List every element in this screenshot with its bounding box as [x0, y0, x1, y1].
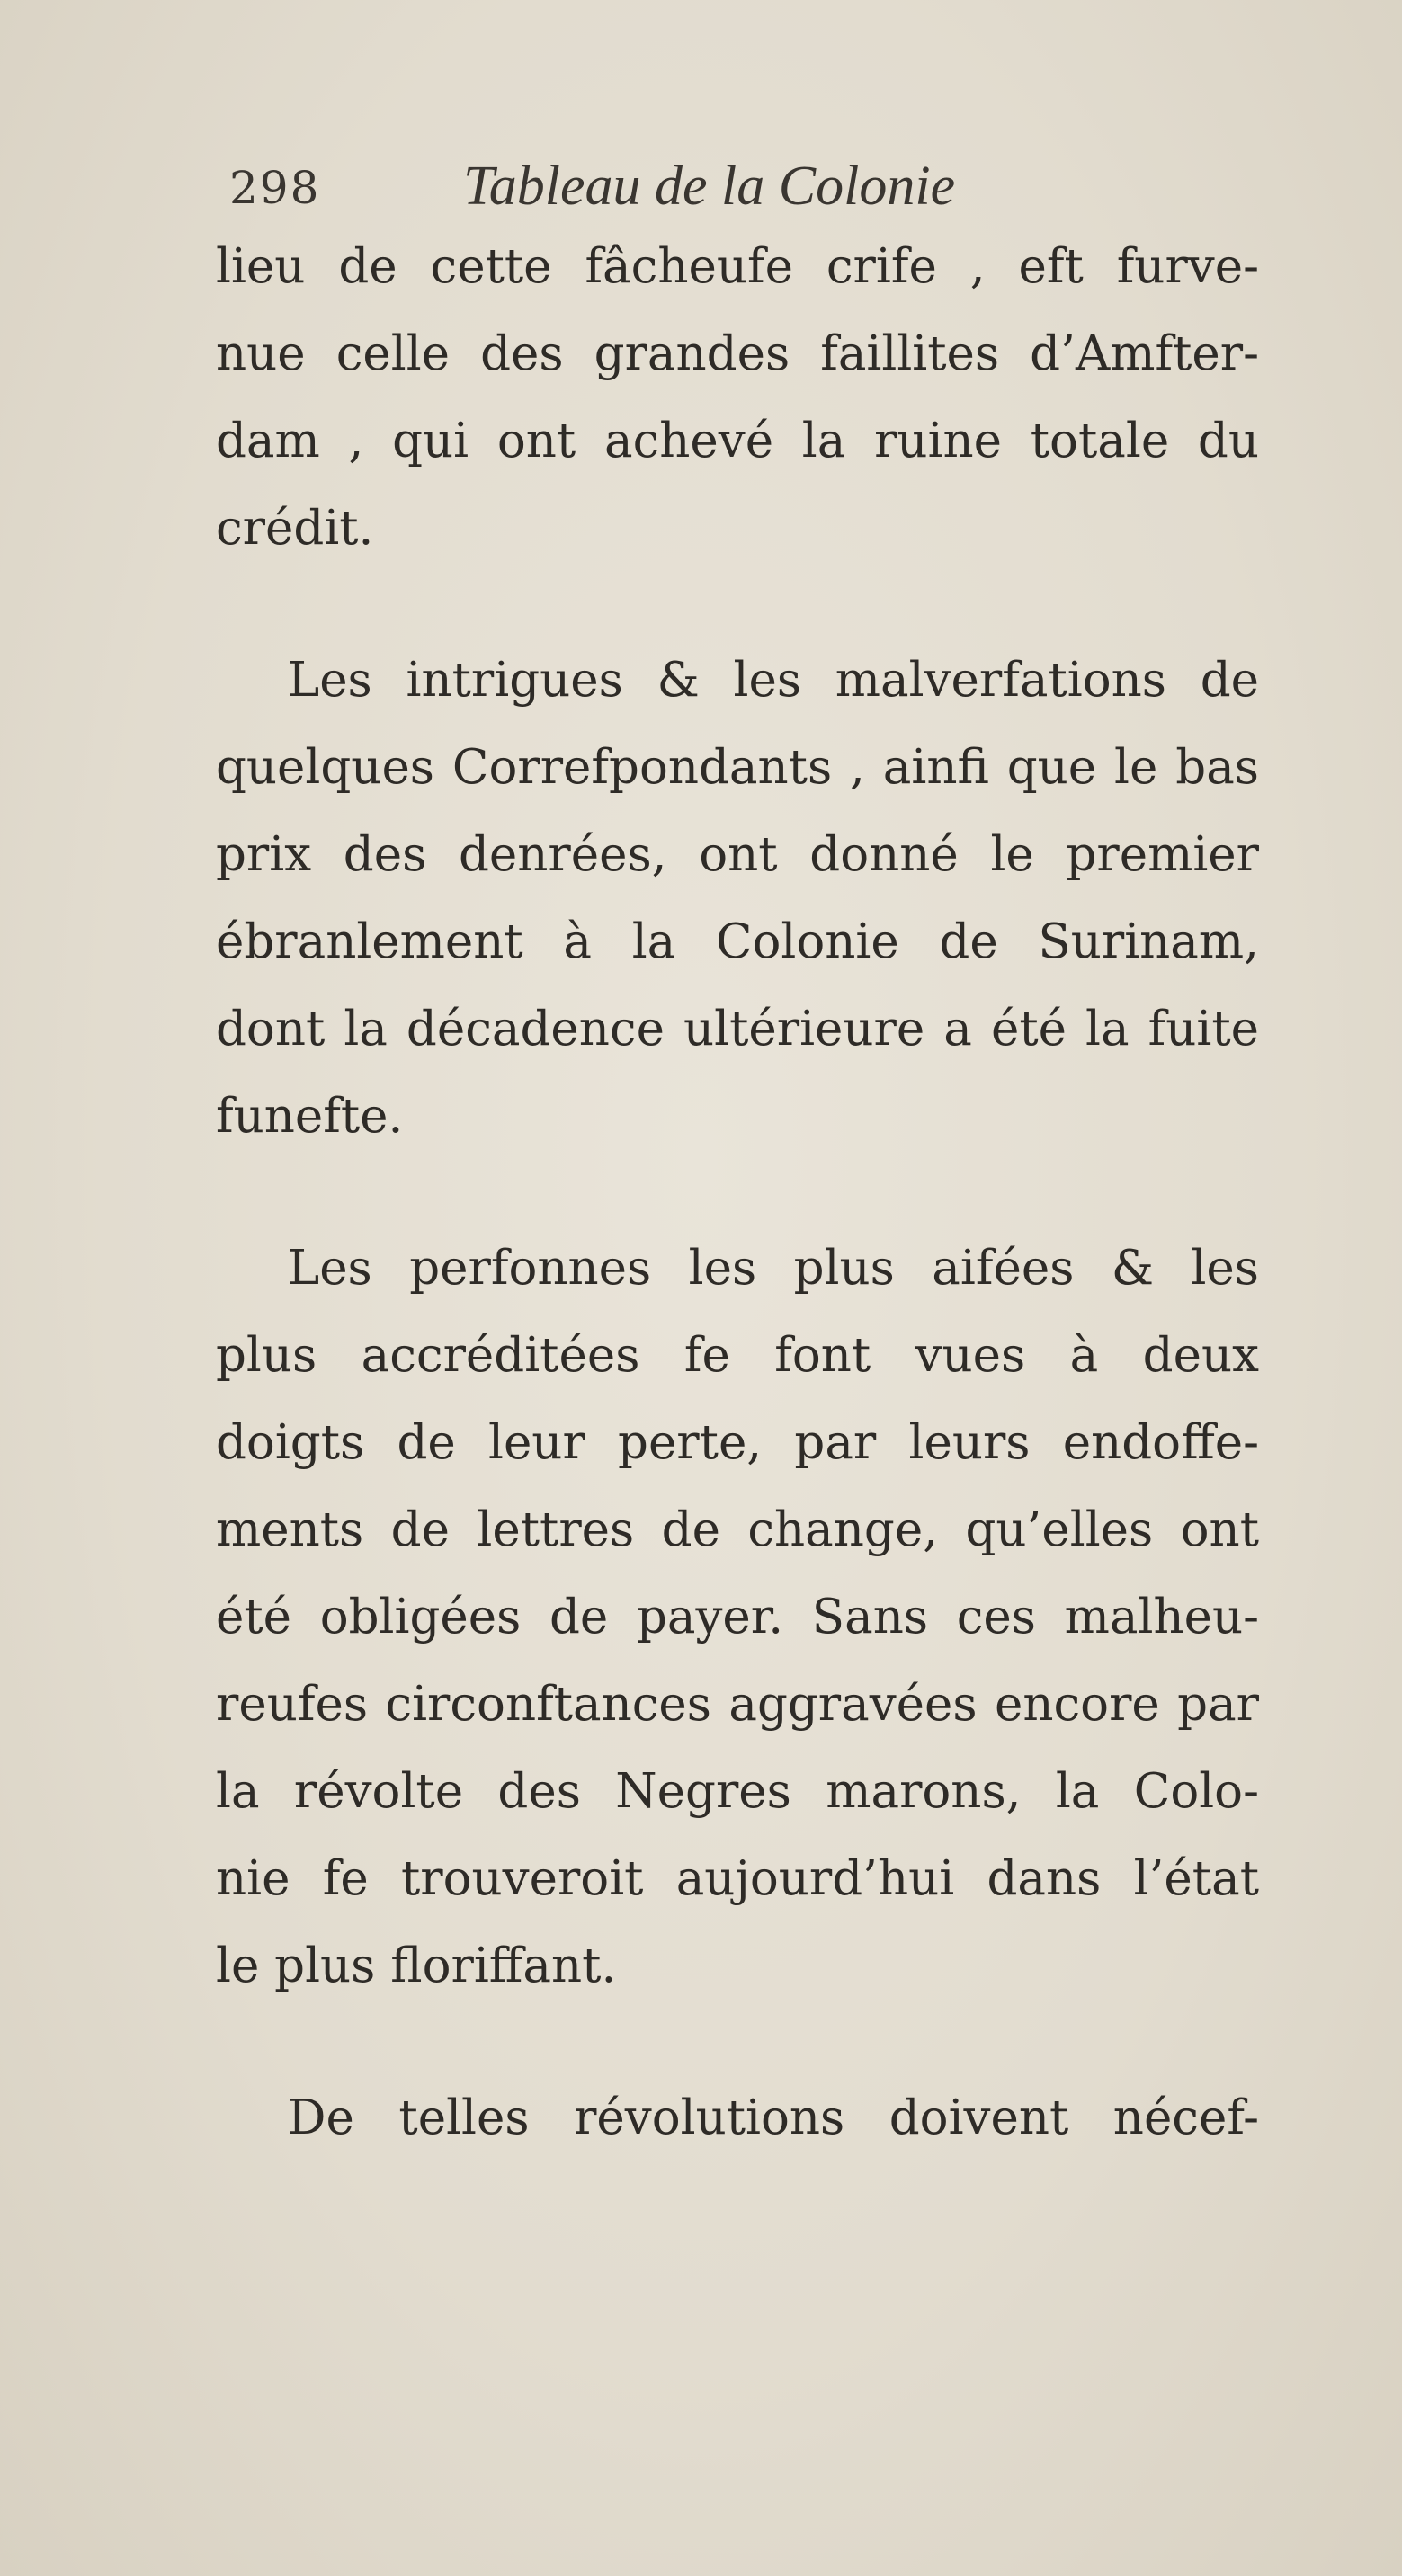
text-line: été obligées de payer. Sans ces malheu-: [216, 1590, 1259, 1645]
text-line: funefte.: [216, 1089, 404, 1144]
text-line: reufes circonftances aggravées encore par: [216, 1677, 1259, 1732]
text-line: nie fe trouveroit aujourd’hui dans l’état: [216, 1851, 1259, 1906]
text-line: doigts de leur perte, par leurs endoffe-: [216, 1415, 1259, 1470]
body-text: [216, 223, 1259, 2162]
text-line: lieu de cette fâcheufe crife , eft furve-: [216, 239, 1259, 294]
text-line: Les intrigues & les malverfations de: [288, 653, 1259, 708]
text-line: De telles révolutions doivent nécef-: [288, 2090, 1259, 2145]
text-line: dont la décadence ultérieure a été la fuite: [216, 1002, 1259, 1056]
page-number: 298: [229, 162, 321, 214]
text-line: le plus floriffant.: [216, 1939, 617, 1993]
text-line: crédit.: [216, 501, 374, 556]
paragraph-gap: [216, 2010, 1259, 2074]
paragraph-4: [216, 2074, 1259, 2162]
text-line: dam , qui ont achevé la ruine totale du: [216, 414, 1259, 468]
paragraph-2: [216, 637, 1259, 1160]
text-line: ébranlement à la Colonie de Surinam,: [216, 914, 1259, 969]
paragraph-3: [216, 1225, 1259, 2010]
text-line: Les perfonnes les plus aifées & les: [288, 1241, 1259, 1296]
paragraph-1: [216, 223, 1259, 572]
text-line: la révolte des Negres marons, la Colo-: [216, 1764, 1259, 1819]
paragraph-gap: [216, 572, 1259, 637]
running-title: Tableau de la Colonie: [463, 156, 956, 217]
text-line: prix des denrées, ont donné le premier: [216, 827, 1259, 882]
text-line: nue celle des grandes faillites d’Amfter-: [216, 326, 1259, 381]
text-line: quelques Correfpondants , ainfi que le bas: [216, 740, 1259, 795]
text-line: ments de lettres de change, qu’elles ont: [216, 1502, 1259, 1557]
paragraph-gap: [216, 1160, 1259, 1225]
text-line: plus accréditées fe font vues à deux: [216, 1328, 1259, 1383]
